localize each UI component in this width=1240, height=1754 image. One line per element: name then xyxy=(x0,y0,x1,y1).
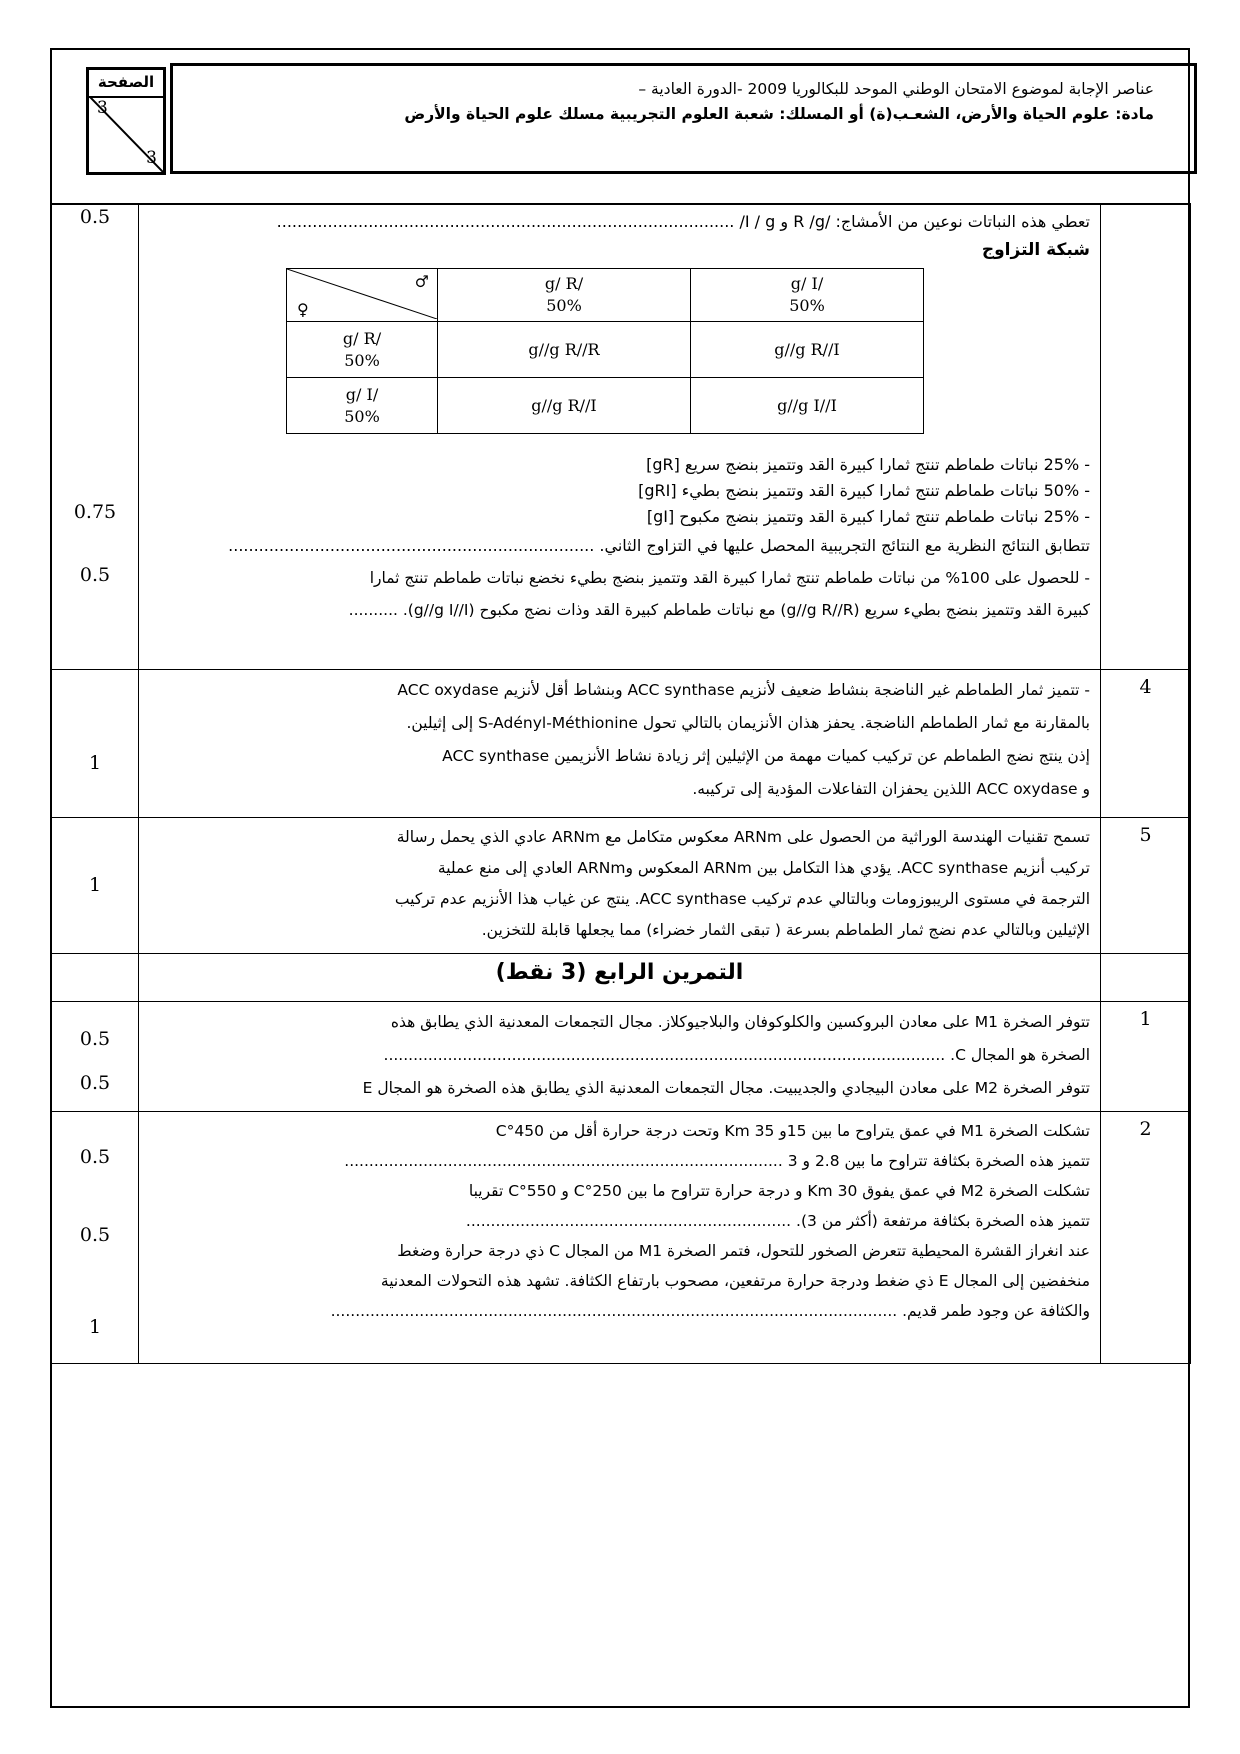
conclusion-line: تتطابق النتائج النظرية مع النتائج التجريبية المحصل عليها في التزاوج الثاني. ........................................................................ xyxy=(228,536,1090,555)
points-value: 0.5 xyxy=(79,206,111,228)
male-symbol: ♂ xyxy=(414,272,429,291)
table-row xyxy=(51,204,1191,670)
title-box xyxy=(170,63,1197,174)
gamete-label: g/ R/ xyxy=(342,328,382,348)
answer-line: منخفضين إلى المجال E ذي ضغط ودرجة حرارة مرتفعين، مصحوب بارتفاع الكثافة. تشهد هذه التحولات المعدنية xyxy=(380,1272,1090,1290)
empty-cell xyxy=(1101,954,1191,1002)
points-value: 1 xyxy=(88,752,102,774)
gamete-label: g/ I/ xyxy=(790,274,824,293)
title-line-1: عناصر الإجابة لموضوع الامتحان الوطني الموحد للبكالوريا 2009 -الدورة العادية – xyxy=(638,80,1154,98)
grid-row-header xyxy=(287,378,438,434)
question-number: 2 xyxy=(1101,1112,1191,1364)
answer-cell xyxy=(139,818,1101,954)
points-value: 0.5 xyxy=(79,1146,111,1168)
gametes-line: تعطي هذه النباتات نوعين من الأمشاج: /R /g و I / g/ .......................................................................................... xyxy=(276,212,1090,231)
page-number: 3 xyxy=(97,98,108,118)
points-value: 0.5 xyxy=(79,1028,111,1050)
gamete-percent: 50% xyxy=(546,296,582,315)
page-number-box xyxy=(86,67,166,175)
points-value: 0.75 xyxy=(73,501,117,523)
question-number: 5 xyxy=(1101,818,1191,954)
method-line: كبيرة القد وتتميز بنضج بطيء سريع (g//g R//R) مع نباتات طماطم كبيرة القد وذات نضج مكبوح (g//g I//I). .......... xyxy=(348,601,1090,619)
table-row xyxy=(51,818,1191,954)
gamete-percent: 50% xyxy=(789,296,825,315)
question-number-cell xyxy=(1101,204,1191,670)
grid-header-cell xyxy=(691,269,924,322)
points-cell xyxy=(51,818,139,954)
female-symbol: ♀ xyxy=(297,300,309,319)
answer-cell xyxy=(139,204,1101,670)
answer-line: عند انغراز القشرة المحيطية تتعرض الصخور للتحول، فتمر الصخرة M1 من المجال C ذي درجة حرارة وضغط xyxy=(397,1242,1090,1260)
gamete-percent: 50% xyxy=(344,406,380,426)
answer-line: تشكلت الصخرة M1 في عمق يتراوح ما بين 15و 35 Km وتحت درجة حرارة أقل من 450°C xyxy=(495,1122,1090,1140)
table-row xyxy=(51,1002,1191,1112)
table-row xyxy=(51,670,1191,818)
answer-line: تشكلت الصخرة M2 في عمق يفوق 30 Km و درجة حرارة تتراوح ما بين 250°C و 550°C تقريبا xyxy=(468,1182,1090,1200)
genotype-cell: g//g R//R xyxy=(438,322,691,378)
result-line: - 25% نباتات طماطم تنتج ثمارا كبيرة القد وتتميز بنضج مكبوح [gI] xyxy=(646,507,1090,526)
answer-line: بالمقارنة مع ثمار الطماطم الناضجة. يحفز هذان الأنزيمان بالتالي تحول S-Adényl-Méthionine إلى إثيلين. xyxy=(406,714,1090,732)
answer-line: تتميز هذه الصخرة بكثافة مرتفعة (أكثر من 3). .................................................................. xyxy=(465,1212,1090,1230)
answer-line: و ACC oxydase اللذين يحفزان التفاعلات المؤدية إلى تركيبه. xyxy=(692,780,1090,798)
table-row xyxy=(51,1112,1191,1364)
title-line-2: مادة: علوم الحياة والأرض، الشعـب(ة) أو المسلك: شعبة العلوم التجريبية مسلك علوم الحياة والأرض xyxy=(404,105,1154,123)
grid-row-header xyxy=(287,322,438,378)
grid-title: شبكة التزاوج xyxy=(981,240,1090,260)
gamete-label: g/ I/ xyxy=(345,384,379,404)
question-number: 1 xyxy=(1101,1002,1191,1112)
question-number: 4 xyxy=(1101,670,1191,818)
page-total: 3 xyxy=(146,148,157,168)
table-row xyxy=(51,954,1191,1002)
answer-line: الصخرة هو المجال C. .................................................................................................................. xyxy=(383,1046,1090,1064)
answer-line: تركيب أنزيم ACC synthase. يؤدي هذا التكامل بين ARNm المعكوس وARNm العادي إلى منع عملية xyxy=(437,859,1090,877)
gamete-label: g/ R/ xyxy=(544,274,584,293)
page-label: الصفحة xyxy=(89,70,163,98)
points-cell xyxy=(51,204,139,670)
points-value: 1 xyxy=(88,1316,102,1338)
grid-corner xyxy=(287,269,438,322)
points-value: 0.5 xyxy=(79,1072,111,1094)
answer-table xyxy=(50,203,1191,1364)
points-cell xyxy=(51,670,139,818)
answer-line: تتوفر الصخرة M2 على معادن البيجادي والجديبيت. مجال التجمعات المعدنية الذي يطابق هذه الصخرة هو المجال E xyxy=(362,1079,1090,1097)
method-line: - للحصول على 100% من نباتات طماطم تنتج ثمارا كبيرة القد وتتميز بنضج بطيء نخضع نباتات طماطم تنتج ثمارا xyxy=(369,569,1090,587)
grid-header-cell xyxy=(438,269,691,322)
result-line: - 50% نباتات طماطم تنتج ثمارا كبيرة القد وتتميز بنضج بطيء [gRI] xyxy=(638,481,1090,500)
crossing-grid xyxy=(286,268,924,434)
result-line: - 25% نباتات طماطم تنتج ثمارا كبيرة القد وتتميز بنضج سريع [gR] xyxy=(646,455,1090,474)
answer-line: الترجمة في مستوى الريبوزومات وبالتالي عدم تركيب ACC synthase. ينتج عن غياب هذا الأنزيم عدم تركيب xyxy=(394,890,1090,908)
gamete-percent: 50% xyxy=(344,350,380,370)
answer-line: والكثافة عن وجود طمر قديم. ................................................................................................................... xyxy=(330,1302,1090,1320)
exercise-heading: التمرين الرابع (3 نقط) xyxy=(139,954,1101,1002)
points-cell xyxy=(51,1112,139,1364)
answer-line: تسمح تقنيات الهندسة الوراثية من الحصول على ARNm معكوس متكامل مع ARNm عادي الذي يحمل رسالة xyxy=(396,828,1090,846)
genotype-cell: g//g I//I xyxy=(691,378,924,434)
answer-line: الإثيلين وبالتالي عدم نضج ثمار الطماطم بسرعة ( تبقى الثمار خضراء) مما يجعلها قابلة للتخزين. xyxy=(481,921,1090,939)
answer-line: تتميز هذه الصخرة بكثافة تتراوح ما بين 2.8 و 3 ......................................................................................... xyxy=(344,1152,1090,1170)
answer-cell xyxy=(139,670,1101,818)
genotype-cell: g//g R//I xyxy=(691,322,924,378)
empty-cell xyxy=(51,954,139,1002)
answer-line: إذن ينتج نضج الطماطم عن تركيب كميات مهمة من الإثيلين إثر زيادة نشاط الأنزيمين ACC synthase xyxy=(442,747,1090,765)
points-value: 0.5 xyxy=(79,564,111,586)
points-value: 0.5 xyxy=(79,1224,111,1246)
points-cell xyxy=(51,1002,139,1112)
genotype-cell: g//g R//I xyxy=(438,378,691,434)
answer-line: - تتميز ثمار الطماطم غير الناضجة بنشاط ضعيف لأنزيم ACC synthase وبنشاط أقل لأنزيم ACC oxydase xyxy=(397,681,1090,699)
points-value: 1 xyxy=(88,874,102,896)
answer-cell xyxy=(139,1002,1101,1112)
answer-cell xyxy=(139,1112,1101,1364)
answer-line: تتوفر الصخرة M1 على معادن البروكسين والكلوكوفان والبلاجيوكلاز. مجال التجمعات المعدنية الذي يطابق هذه xyxy=(390,1013,1090,1031)
